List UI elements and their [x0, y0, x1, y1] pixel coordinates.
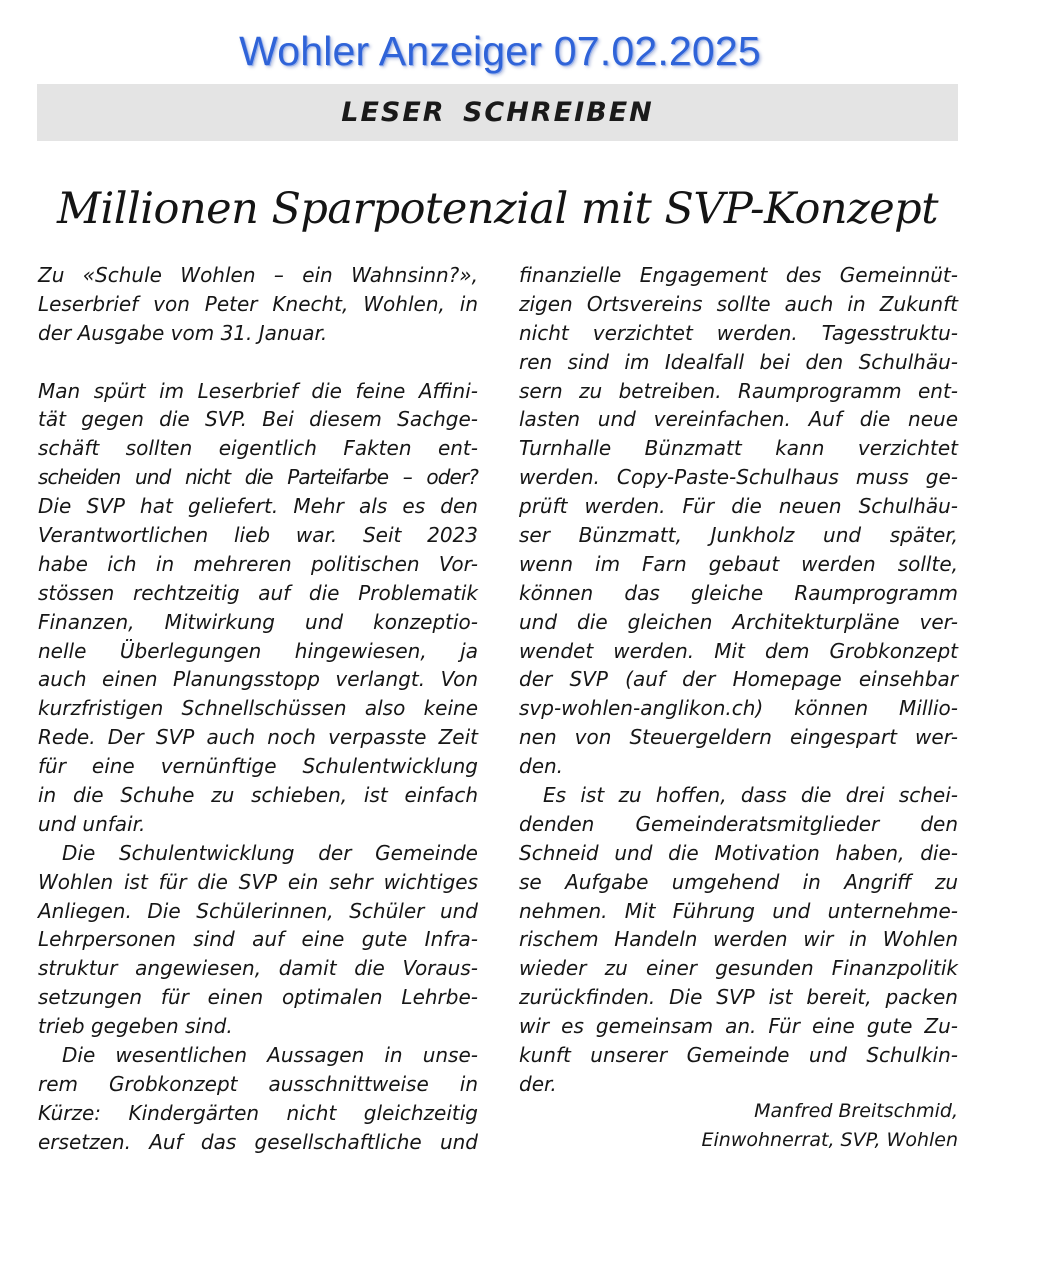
article-line: wir es gemeinsam an. Für eine gute Zu-: [519, 1014, 958, 1039]
article-line: rem Grobkonzept ausschnittweise in: [38, 1071, 478, 1096]
article-line: svp-wohlen-anglikon.ch) können Millio-: [519, 696, 958, 721]
article-line: Wohlen ist für die SVP ein sehr wichtiges: [38, 869, 478, 894]
article-line: nen von Steuergeldern eingespart wer-: [519, 725, 958, 750]
article-line: ren sind im Idealfall bei den Schulhäu-: [519, 349, 958, 374]
masthead-source-date: Wohler Anzeiger 07.02.2025: [239, 28, 761, 74]
article-line: nelle Überlegungen hingewiesen, ja: [38, 638, 478, 663]
article-line: ersetzen. Auf das gesellschaftliche und: [38, 1129, 478, 1154]
article-line: der SVP (auf der Homepage einsehbar: [519, 667, 958, 692]
article-line: Turnhalle Bünzmatt kann verzichtet: [519, 436, 958, 461]
article-line: kunft unserer Gemeinde und Schulkin-: [519, 1043, 958, 1068]
article-line: Zu «Schule Wohlen – ein Wahnsinn?»,: [38, 263, 478, 287]
section-banner: [37, 84, 958, 141]
article-left-column: [38, 261, 478, 1157]
article-line: zigen Ortsvereins sollte auch in Zukunft: [519, 291, 958, 316]
article-line: tät gegen die SVP. Bei diesem Sachge-: [38, 407, 478, 432]
article-line: schäft sollten eigentlich Fakten ent-: [38, 436, 478, 461]
article-line: Rede. Der SVP auch noch verpasste Zeit: [38, 725, 478, 750]
article-line: Die wesentlichen Aussagen in unse-: [62, 1043, 478, 1068]
article-line: rischem Handeln werden wir in Wohlen: [519, 927, 958, 952]
article-line: können das gleiche Raumprogramm: [519, 580, 958, 605]
author-name: Manfred Breitschmid,: [754, 1100, 958, 1122]
article-line: Es ist zu hoffen, dass die drei schei-: [543, 783, 958, 808]
article-line: kurzfristigen Schnellschüssen also keine: [38, 696, 478, 721]
article-line: Kürze: Kindergärten nicht gleichzeitig: [38, 1100, 478, 1125]
article-line: prüft werden. Für die neuen Schulhäu-: [519, 494, 958, 519]
article-line: auch einen Planungsstopp verlangt. Von: [38, 667, 478, 692]
article-line: Lehrpersonen sind auf eine gute Infra-: [38, 927, 478, 952]
article-line: wendet werden. Mit dem Grobkonzept: [519, 638, 958, 663]
article-line: lasten und vereinfachen. Auf die neue: [519, 407, 958, 432]
article-line: Die SVP hat geliefert. Mehr als es den: [38, 494, 478, 519]
article-line: der.: [519, 1071, 557, 1096]
article-line: wenn im Farn gebaut werden sollte,: [519, 551, 958, 576]
article-line: scheiden und nicht die Parteifarbe – oder?: [38, 465, 478, 490]
paragraph-gap: [38, 348, 478, 377]
article-line: trieb gegeben sind.: [38, 1014, 233, 1039]
article-line: stössen rechtzeitig auf die Problematik: [38, 580, 478, 605]
article-line: Anliegen. Die Schülerinnen, Schüler und: [38, 898, 478, 923]
article-line: der Ausgabe vom 31. Januar.: [38, 320, 328, 345]
article-line: werden. Copy-Paste-Schulhaus muss ge-: [519, 465, 958, 490]
article-line: für eine vernünftige Schulentwicklung: [38, 754, 478, 779]
article-line: und die gleichen Architekturpläne ver-: [519, 609, 958, 634]
article-right-column: [519, 261, 958, 1099]
article-line: denden Gemeinderatsmitglieder den: [519, 811, 958, 836]
article-line: den.: [519, 754, 564, 779]
article-line: finanzielle Engagement des Gemeinnüt-: [519, 263, 958, 287]
article-line: und unfair.: [38, 811, 146, 836]
article-line: wieder zu einer gesunden Finanzpolitik: [519, 956, 958, 981]
article-line: Finanzen, Mitwirkung und konzeptio-: [38, 609, 478, 634]
author-signature: [560, 1097, 958, 1155]
article-line: struktur angewiesen, damit die Voraus-: [38, 956, 478, 981]
article-line: nicht verzichtet werden. Tagesstruktu-: [519, 320, 958, 345]
article-line: Leserbrief von Peter Knecht, Wohlen, in: [38, 291, 478, 316]
article-line: Man spürt im Leserbrief die feine Affini-: [38, 378, 478, 403]
article-line: Verantwortlichen lieb war. Seit 2023: [38, 523, 478, 548]
article-line: se Aufgabe umgehend in Angriff zu: [519, 869, 958, 894]
article-line: zurückfinden. Die SVP ist bereit, packen: [519, 985, 958, 1010]
article-line: Schneid und die Motivation haben, die-: [519, 840, 958, 865]
article-line: Die Schulentwicklung der Gemeinde: [62, 840, 478, 865]
article-line: ser Bünzmatt, Junkholz und später,: [519, 523, 958, 548]
article-headline: Millionen Sparpotenzial mit SVP-Konzept: [57, 184, 938, 234]
article-line: setzungen für einen optimalen Lehrbe-: [38, 985, 478, 1010]
section-label: LESER SCHREIBEN: [341, 97, 654, 128]
article-line: sern zu betreiben. Raumprogramm ent-: [519, 378, 958, 403]
article-line: nehmen. Mit Führung und unternehme-: [519, 898, 958, 923]
author-role: Einwohnerrat, SVP, Wohlen: [701, 1129, 958, 1151]
article-line: in die Schuhe zu schieben, ist einfach: [38, 783, 478, 808]
article-line: habe ich in mehreren politischen Vor-: [38, 551, 478, 576]
